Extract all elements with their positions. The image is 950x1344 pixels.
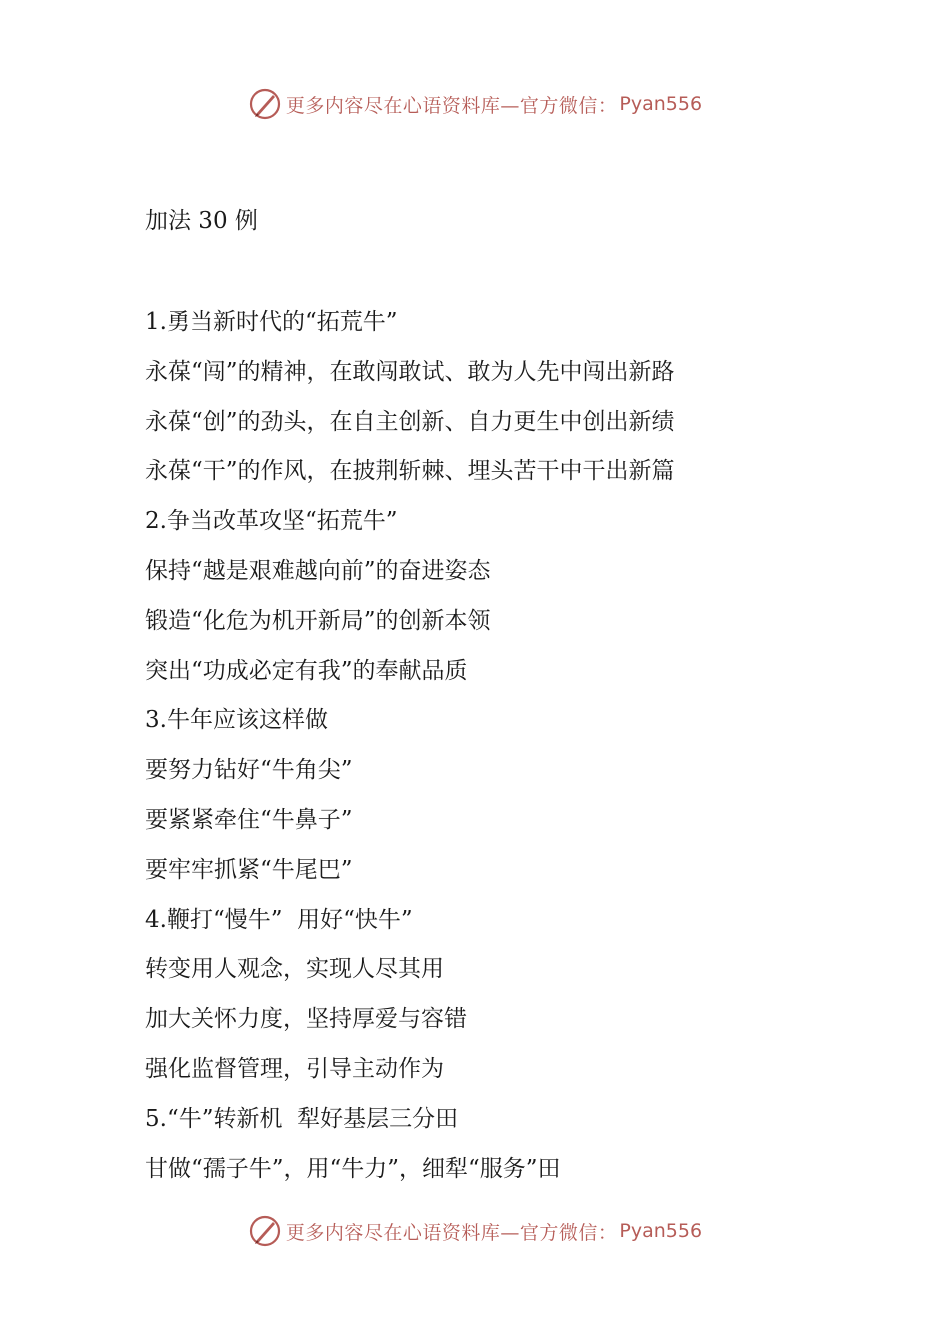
text-line: 5.“牛”转新机 犁好基层三分田: [145, 1105, 459, 1132]
header-watermark: [0, 84, 950, 124]
text-line: 要牢牢抓紧“牛尾巴”: [145, 856, 353, 883]
watermark-wechat-id: Pyan556: [619, 1220, 703, 1242]
text-line: 2.争当改革攻坚“拓荒牛”: [145, 508, 398, 535]
text-line: 甘做“孺子牛”，用“牛力”，细犁“服务”田: [145, 1155, 561, 1182]
text-line: 转变用人观念，实现人尽其用: [145, 956, 444, 983]
text-line: 突出“功成必定有我”的奉献品质: [145, 657, 468, 684]
text-line: 1.勇当新时代的“拓荒牛”: [145, 309, 398, 335]
text-line: 加大关怀力度，坚持厚爱与容错: [145, 1006, 467, 1033]
text-line: 永葆“闯”的精神，在敢闯敢试、敢为人先中闯出新路: [145, 358, 675, 385]
text-line: 要努力钻好“牛角尖”: [145, 757, 353, 784]
text-line: 锻造“化危为机开新局”的创新本领: [145, 607, 491, 634]
text-line: 要紧紧牵住“牛鼻子”: [145, 806, 353, 833]
text-line: 永葆“创”的劲头，在自主创新、自力更生中创出新绩: [145, 408, 675, 435]
document-body: [145, 298, 865, 1194]
document-title: 加法 30 例: [145, 208, 258, 234]
text-line: 强化监督管理，引导主动作为: [145, 1055, 444, 1082]
text-line: 4.鞭打“慢牛” 用好“快牛”: [145, 906, 413, 933]
footer-watermark: [0, 1211, 950, 1251]
text-line: 3.牛年应该这样做: [145, 707, 328, 734]
watermark-text: 更多内容尽在心语资料库—官方微信：: [285, 94, 618, 117]
quill-pen-logo-icon: [248, 1214, 282, 1248]
text-line: 永葆“干”的作风，在披荆斩棘、埋头苦干中干出新篇: [145, 458, 675, 485]
quill-pen-logo-icon: [248, 87, 282, 121]
watermark-text: 更多内容尽在心语资料库—官方微信：: [285, 1221, 618, 1244]
text-line: 保持“越是艰难越向前”的奋进姿态: [145, 557, 491, 584]
watermark-wechat-id: Pyan556: [619, 93, 703, 115]
